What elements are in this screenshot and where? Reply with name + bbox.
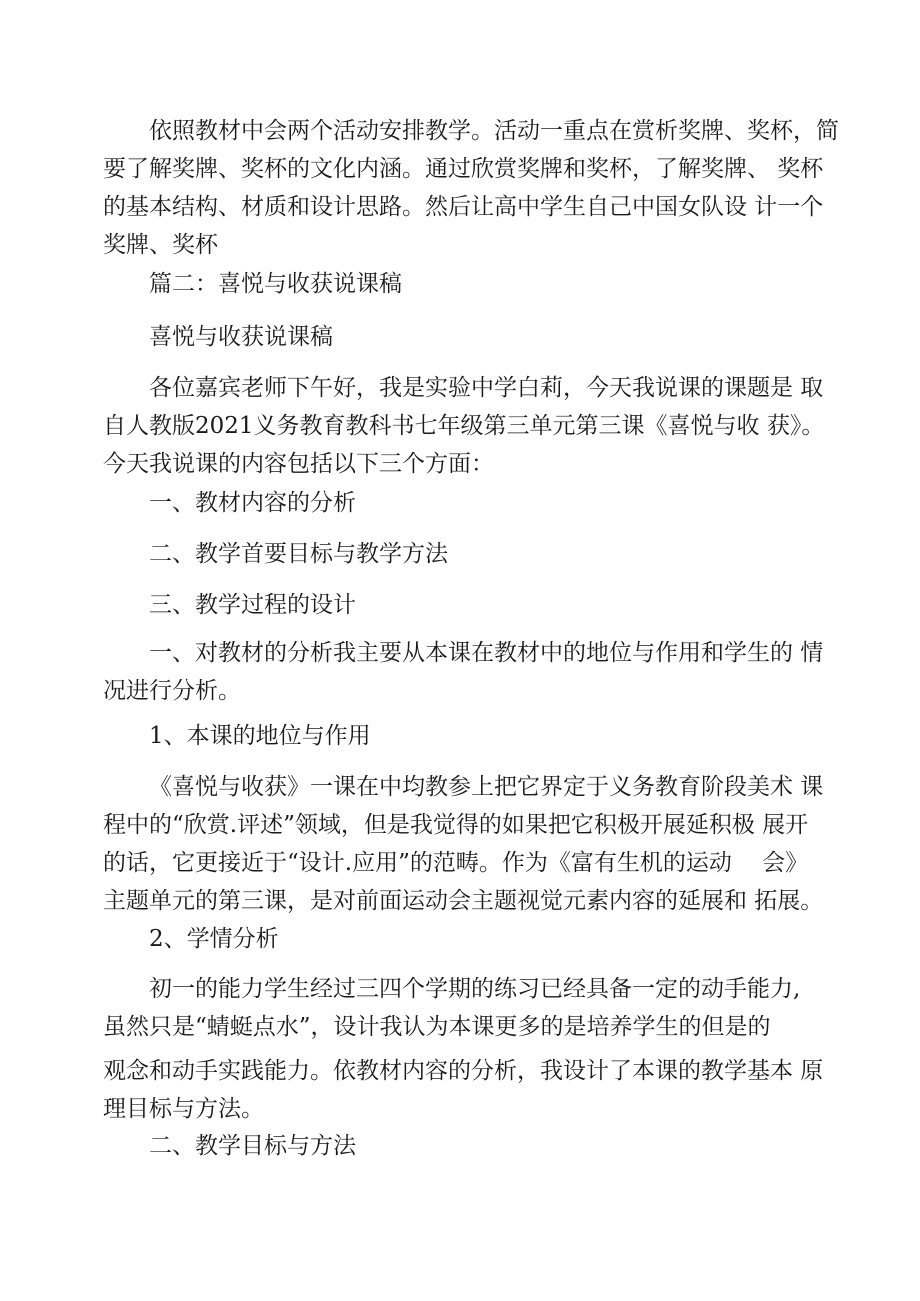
text-line: 三、教学过程的设计 <box>149 592 356 618</box>
text-line: 一、对教材的分析我主要从本课在教材中的地位与作用和学生的 情 <box>149 640 824 666</box>
text-line: 喜悦与收获说课稿 <box>149 324 333 350</box>
text-line: 虽然只是“蜻蜓点水”，设计我认为本课更多的是培养学生的但是的 <box>103 1014 771 1040</box>
text-line: 奖牌、奖杯 <box>103 232 218 258</box>
text-line: 初一的能力学生经过三四个学期的练习已经具备一定的动手能力, <box>149 976 801 1002</box>
heading-section-two <box>103 265 823 303</box>
subheading-learner-analysis <box>103 920 823 958</box>
subheading-goals-methods <box>103 1127 823 1165</box>
subheading-position-role <box>103 717 823 755</box>
paragraph-lesson-position <box>103 768 823 920</box>
paragraph-greeting <box>103 369 823 483</box>
text-line: 自人教版2021义务教育教科书七年级第三单元第三课《喜悦与收 获》。 <box>103 413 825 439</box>
text-line: 1、本课的地位与作用 <box>149 723 371 749</box>
text-line: 要了解奖牌、奖杯的文化内涵。通过欣赏奖牌和奖杯，了解奖牌、 奖杯 <box>103 156 824 182</box>
text-line: 理目标与方法。 <box>103 1096 264 1122</box>
text-line: 观念和动手实践能力。依教材内容的分析，我设计了本课的教学基本 原 <box>103 1058 824 1084</box>
text-line: 各位嘉宾老师下午好，我是实验中学白莉，今天我说课的课题是 取 <box>149 375 824 401</box>
list-item-process-design <box>103 586 823 624</box>
text-line: 一、教材内容的分析 <box>149 490 356 516</box>
text-line: 依照教材中会两个活动安排教学。活动一重点在赏析奖牌、奖杯，简 <box>149 118 839 144</box>
text-line: 篇二：喜悦与收获说课稿 <box>149 271 402 297</box>
paragraph-practice-ability <box>103 1052 823 1128</box>
text-line: 《喜悦与收获》一课在中均教参上把它界定于义务教育阶段美术 课 <box>149 774 824 800</box>
text-line: 的基本结构、材质和设计思路。然后让高中学生自己中国女队设 计一个 <box>103 194 824 220</box>
text-line: 今天我说课的内容包括以下三个方面： <box>103 451 494 477</box>
paragraph-learner-ability <box>103 970 823 1046</box>
text-line: 程中的“欣赏.评述”领域，但是我觉得的如果把它积极开展延积极 展开 <box>103 812 809 838</box>
paragraph-teaching-plan <box>103 112 839 264</box>
text-line: 况进行分析。 <box>103 678 241 704</box>
heading-lesson-title <box>103 318 823 356</box>
text-line: 二、教学首要目标与教学方法 <box>149 541 448 567</box>
list-item-goals-methods <box>103 535 823 573</box>
text-line: 主题单元的第三课，是对前面运动会主题视觉元素内容的延展和 拓展。 <box>103 888 824 914</box>
list-item-textbook-analysis <box>103 484 823 522</box>
text-line: 二、教学目标与方法 <box>149 1133 356 1159</box>
text-line: 的话，它更接近于“设计.应用”的范畴。作为《富有生机的运动 会》 <box>103 850 809 876</box>
text-line: 2、学情分析 <box>149 926 279 952</box>
paragraph-analysis-intro <box>103 634 823 710</box>
